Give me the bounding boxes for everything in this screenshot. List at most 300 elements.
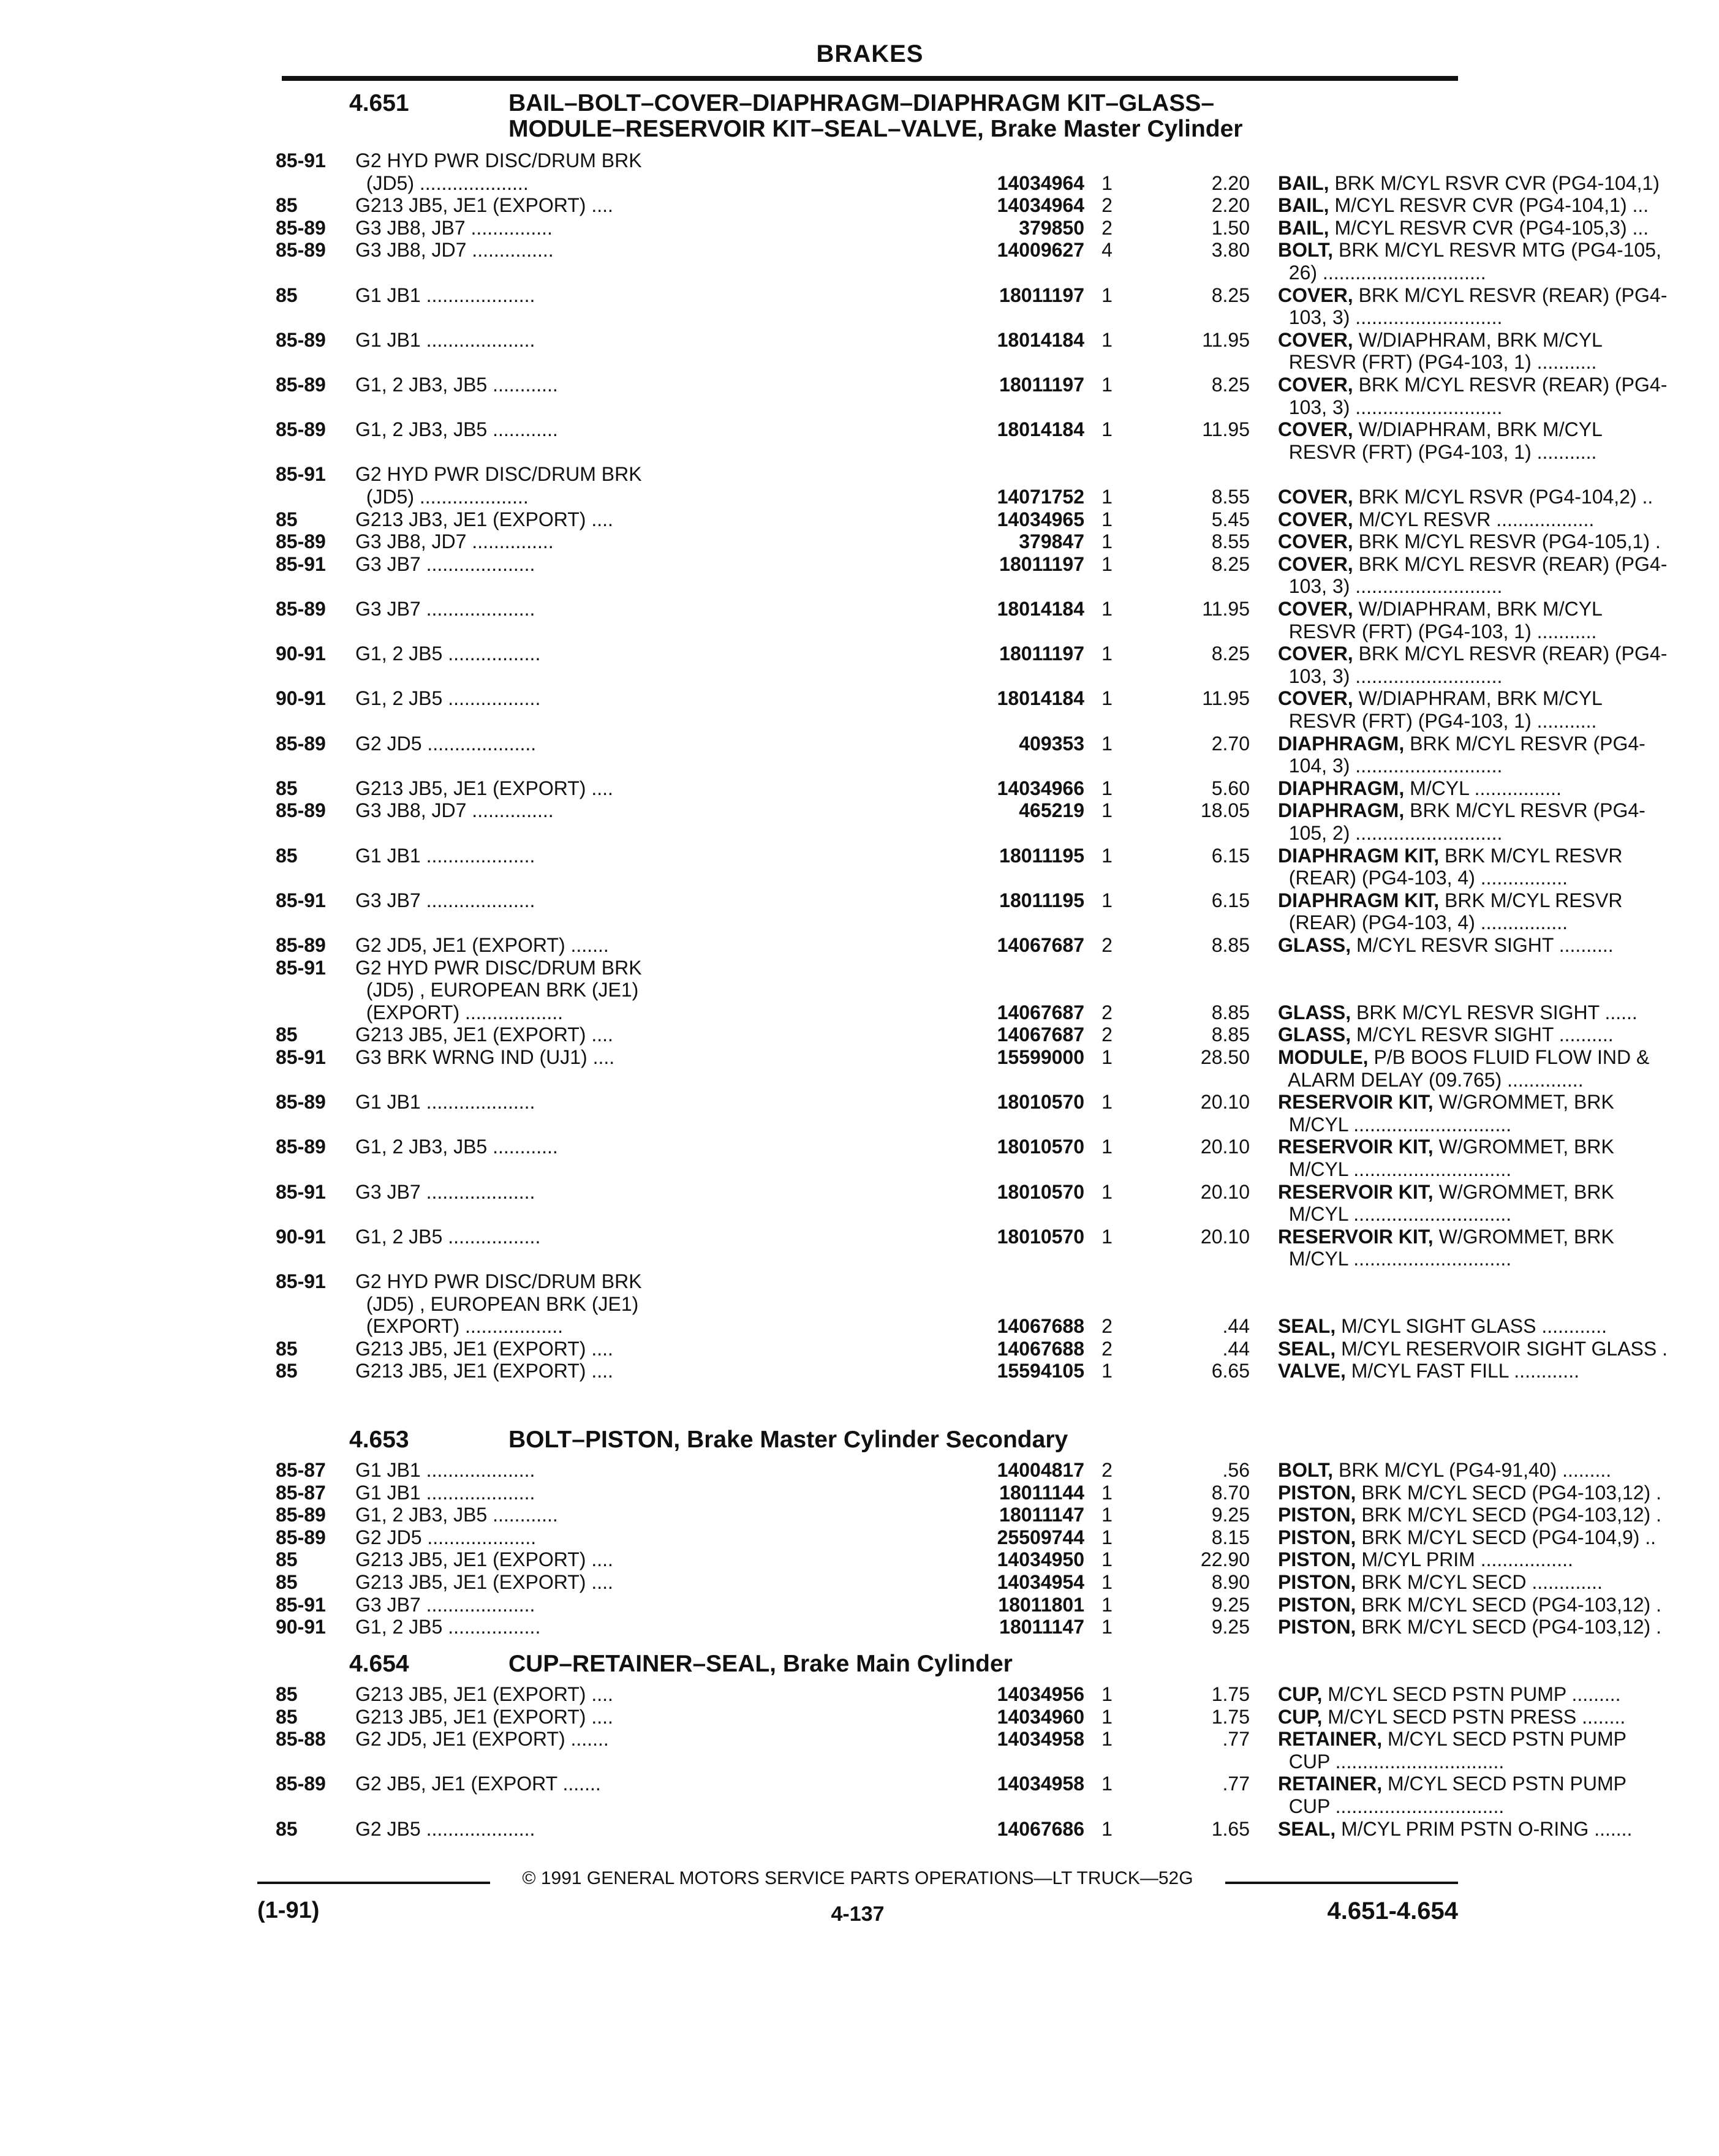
description	[1278, 1459, 1719, 1481]
table-row	[276, 1226, 1614, 1248]
quantity: 2	[1101, 217, 1113, 239]
part-number: 18011197	[999, 284, 1084, 306]
description-text: W/GROMMET, BRK	[1438, 1181, 1614, 1203]
application: G2 JD5, JE1 (EXPORT) .......	[355, 1728, 609, 1750]
table-row	[276, 1046, 1650, 1068]
model-years: 85	[276, 845, 298, 867]
price: .77	[1222, 1773, 1250, 1795]
part-number: 18011801	[998, 1594, 1084, 1616]
application: G213 JB5, JE1 (EXPORT) ....	[355, 1548, 613, 1570]
description-text: BRK M/CYL SECD (PG4-103,12) .	[1361, 1594, 1661, 1616]
application: G2 HYD PWR DISC/DRUM BRK	[355, 149, 642, 172]
quantity: 1	[1101, 530, 1113, 552]
model-years: 85-87	[276, 1459, 326, 1481]
quantity: 2	[1101, 1023, 1113, 1046]
section-heading	[349, 1651, 1489, 1677]
table-row	[276, 1683, 1621, 1705]
part-name: DIAPHRAGM,	[1278, 799, 1405, 821]
part-number: 14009627	[997, 239, 1084, 261]
table-row	[276, 172, 1660, 194]
part-number: 14004817	[997, 1459, 1084, 1481]
description-text: RESVR (FRT) (PG4-103, 1) ...........	[1278, 441, 1597, 463]
description-text: M/CYL RESVR SIGHT ..........	[1356, 1023, 1614, 1046]
table-row	[276, 1482, 1661, 1504]
price: 8.55	[1211, 530, 1250, 552]
quantity: 1	[1101, 845, 1113, 867]
section-number: 4.653	[349, 1427, 409, 1453]
description-text: W/GROMMET, BRK	[1438, 1136, 1614, 1158]
quantity: 1	[1101, 777, 1113, 799]
part-name: COVER,	[1278, 508, 1353, 530]
model-years: 85	[276, 1683, 298, 1705]
quantity: 1	[1101, 1504, 1113, 1526]
part-name: GLASS,	[1278, 934, 1351, 956]
description	[1278, 687, 1719, 709]
description	[1278, 508, 1719, 530]
part-name: CUP,	[1278, 1683, 1323, 1705]
table-row	[276, 194, 1649, 216]
section-title: BAIL–BOLT–COVER–DIAPHRAGM–DIAPHRAGM KIT–GLASS– MODULE–RESERVOIR KIT–SEAL–VALVE, Brake Master Cylinder	[508, 90, 1243, 142]
price: .44	[1222, 1338, 1250, 1360]
table-row	[276, 1338, 1668, 1360]
table-row	[276, 1504, 1661, 1526]
table-row	[276, 822, 1503, 844]
description	[1278, 1315, 1719, 1337]
quantity: 1	[1101, 1181, 1113, 1203]
part-name: SEAL,	[1278, 1818, 1336, 1840]
section-number: 4.651	[349, 90, 409, 116]
application: G1, 2 JB5 .................	[355, 643, 541, 665]
description-text: W/DIAPHRAM, BRK M/CYL	[1358, 329, 1603, 351]
model-years: 90-91	[276, 1616, 326, 1638]
description-text: BRK M/CYL RESVR (REAR) (PG4-	[1358, 374, 1668, 396]
description	[1278, 710, 1719, 732]
price: 9.25	[1211, 1504, 1250, 1526]
part-name: COVER,	[1278, 418, 1353, 440]
quantity: 1	[1101, 1482, 1113, 1504]
part-number: 14034960	[997, 1706, 1084, 1728]
part-name: RESERVOIR KIT,	[1278, 1181, 1434, 1203]
table-row	[276, 1293, 1452, 1315]
application: G3 JB7 ....................	[355, 553, 535, 575]
description-text: BRK M/CYL RESVR (PG4-	[1410, 799, 1645, 821]
part-name: DIAPHRAGM,	[1278, 733, 1405, 755]
price: 6.65	[1211, 1360, 1250, 1382]
quantity: 2	[1101, 1315, 1113, 1337]
price: .56	[1222, 1459, 1250, 1481]
price: 8.90	[1211, 1571, 1250, 1593]
application: (EXPORT) ..................	[355, 1315, 564, 1337]
table-row	[276, 1248, 1512, 1270]
footer-date-code: (1-91)	[257, 1898, 320, 1923]
page-title: BRAKES	[816, 40, 924, 67]
price: 8.25	[1211, 284, 1250, 306]
model-years: 85-89	[276, 733, 326, 755]
application: G1, 2 JB3, JB5 ............	[355, 1136, 558, 1158]
description-text: BRK M/CYL (PG4-91,40) .........	[1338, 1459, 1612, 1481]
price: 8.85	[1211, 1001, 1250, 1023]
quantity: 1	[1101, 329, 1113, 351]
price: 9.25	[1211, 1616, 1250, 1638]
table-row	[276, 530, 1661, 552]
part-name: COVER,	[1278, 329, 1353, 351]
application: G213 JB5, JE1 (EXPORT) ....	[355, 1706, 613, 1728]
application: G213 JB5, JE1 (EXPORT) ....	[355, 1683, 613, 1705]
description	[1278, 575, 1719, 597]
model-years: 85-89	[276, 530, 326, 552]
description	[1278, 396, 1719, 418]
table-row	[276, 845, 1623, 867]
description	[1278, 1069, 1719, 1091]
application: G3 JB8, JB7 ...............	[355, 217, 553, 239]
model-years: 85-87	[276, 1482, 326, 1504]
table-row	[276, 710, 1597, 732]
description-text: BRK M/CYL RESVR (REAR) (PG4-	[1358, 553, 1668, 575]
description	[1278, 374, 1719, 396]
model-years: 85-91	[276, 1046, 326, 1068]
model-years: 85	[276, 1338, 298, 1360]
description	[1278, 1594, 1719, 1616]
price: 11.95	[1202, 687, 1250, 709]
description-text: 103, 3) ...........................	[1278, 396, 1503, 418]
application: G3 JB8, JD7 ...............	[355, 239, 554, 261]
application: G1 JB1 ....................	[355, 1482, 535, 1504]
part-name: DIAPHRAGM,	[1278, 777, 1405, 799]
table-row	[276, 463, 1452, 485]
description	[1278, 755, 1719, 777]
table-row	[276, 1091, 1614, 1113]
part-name: COVER,	[1278, 687, 1353, 709]
table-row	[276, 149, 1452, 172]
model-years: 85	[276, 508, 298, 530]
quantity: 1	[1101, 1571, 1113, 1593]
model-years: 85-91	[276, 1594, 326, 1616]
part-number: 14067687	[997, 1023, 1084, 1046]
description-text: 26) ..............................	[1278, 262, 1486, 284]
part-name: COVER,	[1278, 553, 1353, 575]
price: 8.70	[1211, 1482, 1250, 1504]
part-number: 14067688	[997, 1338, 1084, 1360]
price: 1.50	[1211, 217, 1250, 239]
description	[1278, 441, 1719, 463]
price: 1.65	[1211, 1818, 1250, 1840]
application: G1 JB1 ....................	[355, 284, 535, 306]
price: 6.15	[1211, 889, 1250, 911]
description	[1278, 1795, 1719, 1817]
description-text: W/GROMMET, BRK	[1438, 1226, 1614, 1248]
description	[1278, 1773, 1719, 1795]
description-text: BRK M/CYL RESVR	[1445, 889, 1623, 911]
application: G1, 2 JB5 .................	[355, 1226, 541, 1248]
description-text: M/CYL PRIM .................	[1361, 1548, 1573, 1570]
table-row	[276, 733, 1645, 755]
table-row	[276, 1548, 1573, 1570]
application: G213 JB5, JE1 (EXPORT) ....	[355, 194, 613, 216]
part-name: COVER,	[1278, 598, 1353, 620]
part-number: 14034956	[997, 1683, 1084, 1705]
table-row	[276, 620, 1597, 643]
description	[1278, 1091, 1719, 1113]
quantity: 1	[1101, 1136, 1113, 1158]
application: G213 JB5, JE1 (EXPORT) ....	[355, 1023, 613, 1046]
part-number: 14034966	[997, 777, 1084, 799]
application: G2 JD5 ....................	[355, 733, 537, 755]
description	[1278, 486, 1719, 508]
price: 20.10	[1200, 1091, 1250, 1113]
part-name: PISTON,	[1278, 1548, 1356, 1570]
table-row	[276, 1706, 1626, 1728]
description-text: M/CYL .............................	[1278, 1158, 1512, 1180]
description-text: CUP ...............................	[1278, 1795, 1505, 1817]
price: 2.70	[1211, 733, 1250, 755]
quantity: 1	[1101, 1773, 1113, 1795]
application: G213 JB5, JE1 (EXPORT) ....	[355, 1571, 613, 1593]
model-years: 85-91	[276, 463, 326, 485]
quantity: 1	[1101, 1548, 1113, 1570]
part-number: 18011195	[999, 845, 1084, 867]
description-text: RESVR (FRT) (PG4-103, 1) ...........	[1278, 351, 1597, 373]
table-row	[276, 239, 1661, 261]
description-text: BRK M/CYL RESVR SIGHT ......	[1356, 1001, 1638, 1023]
table-row	[276, 1571, 1603, 1593]
part-name: RETAINER,	[1278, 1728, 1383, 1750]
part-number: 25509744	[997, 1526, 1084, 1548]
model-years: 85	[276, 1706, 298, 1728]
table-row	[276, 755, 1503, 777]
description	[1278, 867, 1719, 889]
price: 20.10	[1200, 1136, 1250, 1158]
model-years: 90-91	[276, 643, 326, 665]
table-row	[276, 1795, 1505, 1817]
table-row	[276, 553, 1668, 575]
description	[1278, 1548, 1719, 1570]
quantity: 2	[1101, 934, 1113, 956]
application: G2 JD5, JE1 (EXPORT) .......	[355, 934, 609, 956]
part-name: COVER,	[1278, 643, 1353, 665]
section-heading	[349, 91, 1489, 142]
part-number: 14067687	[997, 1001, 1084, 1023]
application: G2 HYD PWR DISC/DRUM BRK	[355, 957, 642, 979]
footer-rule-right	[1225, 1882, 1458, 1884]
part-name: RETAINER,	[1278, 1773, 1383, 1795]
table-row	[276, 508, 1595, 530]
quantity: 1	[1101, 799, 1113, 821]
part-name: COVER,	[1278, 530, 1353, 552]
application: G2 JB5, JE1 (EXPORT .......	[355, 1773, 601, 1795]
description	[1278, 911, 1719, 933]
part-name: BOLT,	[1278, 1459, 1334, 1481]
description-text: ALARM DELAY (09.765) ..............	[1278, 1069, 1584, 1091]
table-row	[276, 1001, 1638, 1023]
table-row	[276, 665, 1503, 687]
page-footer	[257, 1868, 1458, 1954]
price: 8.85	[1211, 934, 1250, 956]
description-text: 104, 3) ...........................	[1278, 755, 1503, 777]
description	[1278, 598, 1719, 620]
model-years: 85	[276, 777, 298, 799]
part-name: BOLT,	[1278, 239, 1334, 261]
table-row	[276, 329, 1603, 351]
description	[1278, 1136, 1719, 1158]
description	[1278, 799, 1719, 821]
description-text: BRK M/CYL RESVR	[1445, 845, 1623, 867]
part-number: 14034964	[997, 194, 1084, 216]
price: 11.95	[1202, 329, 1250, 351]
description	[1278, 643, 1719, 665]
part-name: GLASS,	[1278, 1023, 1351, 1046]
description-text: M/CYL RESERVOIR SIGHT GLASS .	[1341, 1338, 1668, 1360]
model-years: 85-91	[276, 1181, 326, 1203]
description-text: BRK M/CYL SECD (PG4-103,12) .	[1361, 1616, 1661, 1638]
application: G3 JB8, JD7 ...............	[355, 799, 554, 821]
description-text: M/CYL RESVR CVR (PG4-104,1) ...	[1334, 194, 1649, 216]
table-row	[276, 486, 1653, 508]
table-row	[276, 1616, 1661, 1638]
table-row	[276, 1728, 1626, 1750]
description-text: RESVR (FRT) (PG4-103, 1) ...........	[1278, 620, 1597, 643]
price: 20.10	[1200, 1226, 1250, 1248]
part-number: 14034954	[997, 1571, 1084, 1593]
part-name: PISTON,	[1278, 1526, 1356, 1548]
part-number: 14071752	[997, 486, 1084, 508]
description-text: BRK M/CYL RSVR CVR (PG4-104,1)	[1334, 172, 1660, 194]
description	[1278, 1683, 1719, 1705]
model-years: 85-89	[276, 329, 326, 351]
description	[1278, 1023, 1719, 1046]
model-years: 85	[276, 1360, 298, 1382]
application: (JD5) , EUROPEAN BRK (JE1)	[355, 1293, 639, 1315]
quantity: 1	[1101, 172, 1113, 194]
table-row	[276, 1459, 1612, 1481]
description	[1278, 351, 1719, 373]
quantity: 1	[1101, 284, 1113, 306]
part-name: PISTON,	[1278, 1482, 1356, 1504]
description	[1278, 934, 1719, 956]
description	[1278, 172, 1719, 194]
part-number: 14034965	[997, 508, 1084, 530]
quantity: 1	[1101, 508, 1113, 530]
description	[1278, 262, 1719, 284]
price: .77	[1222, 1728, 1250, 1750]
quantity: 2	[1101, 1459, 1113, 1481]
application: G3 JB8, JD7 ...............	[355, 530, 554, 552]
model-years: 85-88	[276, 1728, 326, 1750]
application: G1 JB1 ....................	[355, 845, 535, 867]
description-text: (REAR) (PG4-103, 4) ................	[1278, 911, 1568, 933]
model-years: 85-89	[276, 1773, 326, 1795]
price: .44	[1222, 1315, 1250, 1337]
price: 1.75	[1211, 1706, 1250, 1728]
part-number: 14034958	[997, 1728, 1084, 1750]
model-years: 85-89	[276, 934, 326, 956]
price: 5.60	[1211, 777, 1250, 799]
description-text: M/CYL SECD PSTN PUMP .........	[1328, 1683, 1621, 1705]
model-years: 85-89	[276, 1136, 326, 1158]
quantity: 1	[1101, 643, 1113, 665]
description-text: (REAR) (PG4-103, 4) ................	[1278, 867, 1568, 889]
table-row	[276, 1751, 1505, 1773]
table-row	[276, 1203, 1512, 1225]
table-row	[276, 306, 1503, 328]
description	[1278, 1751, 1719, 1773]
part-number: 409353	[1019, 733, 1084, 755]
description-text: M/CYL RESVR ..................	[1358, 508, 1595, 530]
price: 5.45	[1211, 508, 1250, 530]
application: G1 JB1 ....................	[355, 329, 535, 351]
description	[1278, 1360, 1719, 1382]
table-row	[276, 1773, 1626, 1795]
part-name: COVER,	[1278, 374, 1353, 396]
quantity: 1	[1101, 418, 1113, 440]
price: 8.85	[1211, 1023, 1250, 1046]
description-text: M/CYL .............................	[1278, 1114, 1512, 1136]
description	[1278, 845, 1719, 867]
quantity: 1	[1101, 1818, 1113, 1840]
description-text: 103, 3) ...........................	[1278, 306, 1503, 328]
part-name: PISTON,	[1278, 1504, 1356, 1526]
description	[1278, 1248, 1719, 1270]
application: (JD5) ....................	[355, 486, 529, 508]
price: 8.15	[1211, 1526, 1250, 1548]
part-number: 18011144	[999, 1482, 1084, 1504]
part-name: SEAL,	[1278, 1338, 1336, 1360]
table-row	[276, 867, 1568, 889]
price: 18.05	[1200, 799, 1250, 821]
application: G213 JB5, JE1 (EXPORT) ....	[355, 1360, 613, 1382]
quantity: 1	[1101, 486, 1113, 508]
part-name: COVER,	[1278, 284, 1353, 306]
description-text: 103, 3) ...........................	[1278, 665, 1503, 687]
model-years: 85-89	[276, 1091, 326, 1113]
part-number: 14067687	[997, 934, 1084, 956]
description	[1278, 1226, 1719, 1248]
part-name: DIAPHRAGM KIT,	[1278, 845, 1440, 867]
model-years: 85-91	[276, 889, 326, 911]
description	[1278, 1114, 1719, 1136]
application: G3 JB7 ....................	[355, 889, 535, 911]
description	[1278, 1338, 1719, 1360]
part-name: BAIL,	[1278, 217, 1329, 239]
price: 8.25	[1211, 553, 1250, 575]
description-text: BRK M/CYL SECD (PG4-103,12) .	[1361, 1482, 1661, 1504]
table-row	[276, 284, 1668, 306]
description	[1278, 284, 1719, 306]
table-row	[276, 1181, 1614, 1203]
description	[1278, 1001, 1719, 1023]
model-years: 90-91	[276, 1226, 326, 1248]
price: 6.15	[1211, 845, 1250, 867]
description	[1278, 620, 1719, 643]
description	[1278, 306, 1719, 328]
part-number: 18010570	[997, 1091, 1084, 1113]
part-number: 18010570	[997, 1181, 1084, 1203]
price: 8.55	[1211, 486, 1250, 508]
table-row	[276, 1360, 1579, 1382]
part-number: 18014184	[997, 687, 1084, 709]
footer-rule-left	[257, 1882, 490, 1884]
section-title: BOLT–PISTON, Brake Master Cylinder Secondary	[508, 1427, 1068, 1453]
description	[1278, 1203, 1719, 1225]
description	[1278, 553, 1719, 575]
price: 2.20	[1211, 172, 1250, 194]
description-text: W/GROMMET, BRK	[1438, 1091, 1614, 1113]
description	[1278, 217, 1719, 239]
application: G213 JB5, JE1 (EXPORT) ....	[355, 1338, 613, 1360]
quantity: 2	[1101, 1338, 1113, 1360]
description-text: M/CYL PRIM PSTN O-RING .......	[1341, 1818, 1633, 1840]
application: G1, 2 JB3, JB5 ............	[355, 1504, 558, 1526]
table-row	[276, 687, 1603, 709]
